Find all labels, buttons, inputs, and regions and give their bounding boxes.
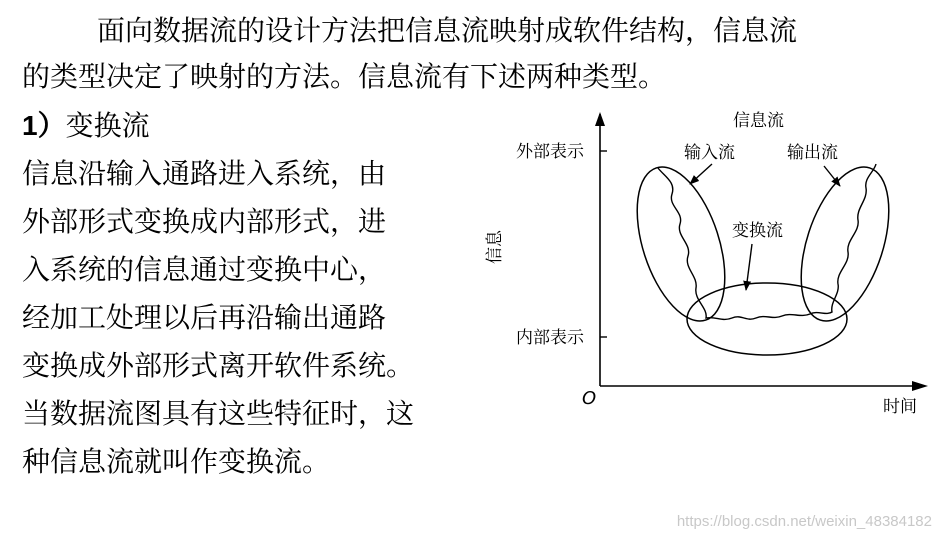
body-line: 变换成外部形式离开软件系统。 xyxy=(22,349,415,382)
transform-flow-diagram xyxy=(478,104,938,434)
intro-line-1: 面向数据流的设计方法把信息流映射成软件结构，信息流 xyxy=(97,14,798,47)
intro-line-2: 的类型决定了映射的方法。信息流有下述两种类型。 xyxy=(22,60,667,93)
diagram-title: 信息流 xyxy=(733,111,784,131)
body-line: 种信息流就叫作变换流。 xyxy=(22,445,331,478)
body-line: 当数据流图具有这些特征时，这 xyxy=(22,397,415,430)
body-line: 信息沿输入通路进入系统，由 xyxy=(22,157,387,190)
x-axis-label: 时间 xyxy=(883,397,917,417)
body-line: 经加工处理以后再沿输出通路 xyxy=(22,301,387,334)
section-number: 1） xyxy=(22,110,66,141)
transform-flow-label: 变换流 xyxy=(732,221,783,241)
input-ellipse xyxy=(620,156,742,332)
body-text xyxy=(22,150,482,486)
tick-label-external: 外部表示 xyxy=(516,142,584,162)
y-axis-arrow-icon xyxy=(595,112,605,126)
origin-label: O xyxy=(582,388,597,409)
body-line: 入系统的信息通过变换中心， xyxy=(22,253,387,286)
output-ellipse xyxy=(784,156,906,332)
output-flow-label: 输出流 xyxy=(787,143,838,163)
intro-paragraph xyxy=(22,8,927,100)
input-pointer-arrow xyxy=(690,164,712,184)
transform-ellipse xyxy=(687,283,847,355)
flow-curve xyxy=(658,164,876,319)
section-title: 变换流 xyxy=(65,109,150,142)
output-pointer-arrow xyxy=(824,166,840,186)
y-axis-label: 信息 xyxy=(485,230,505,264)
input-flow-label: 输入流 xyxy=(684,143,735,163)
watermark: https://blog.csdn.net/weixin_48384182 xyxy=(676,513,932,530)
tick-label-internal: 内部表示 xyxy=(516,328,584,348)
body-line: 外部形式变换成内部形式，进 xyxy=(22,205,387,238)
x-axis-arrow-icon xyxy=(912,381,928,391)
section-heading xyxy=(22,104,150,148)
